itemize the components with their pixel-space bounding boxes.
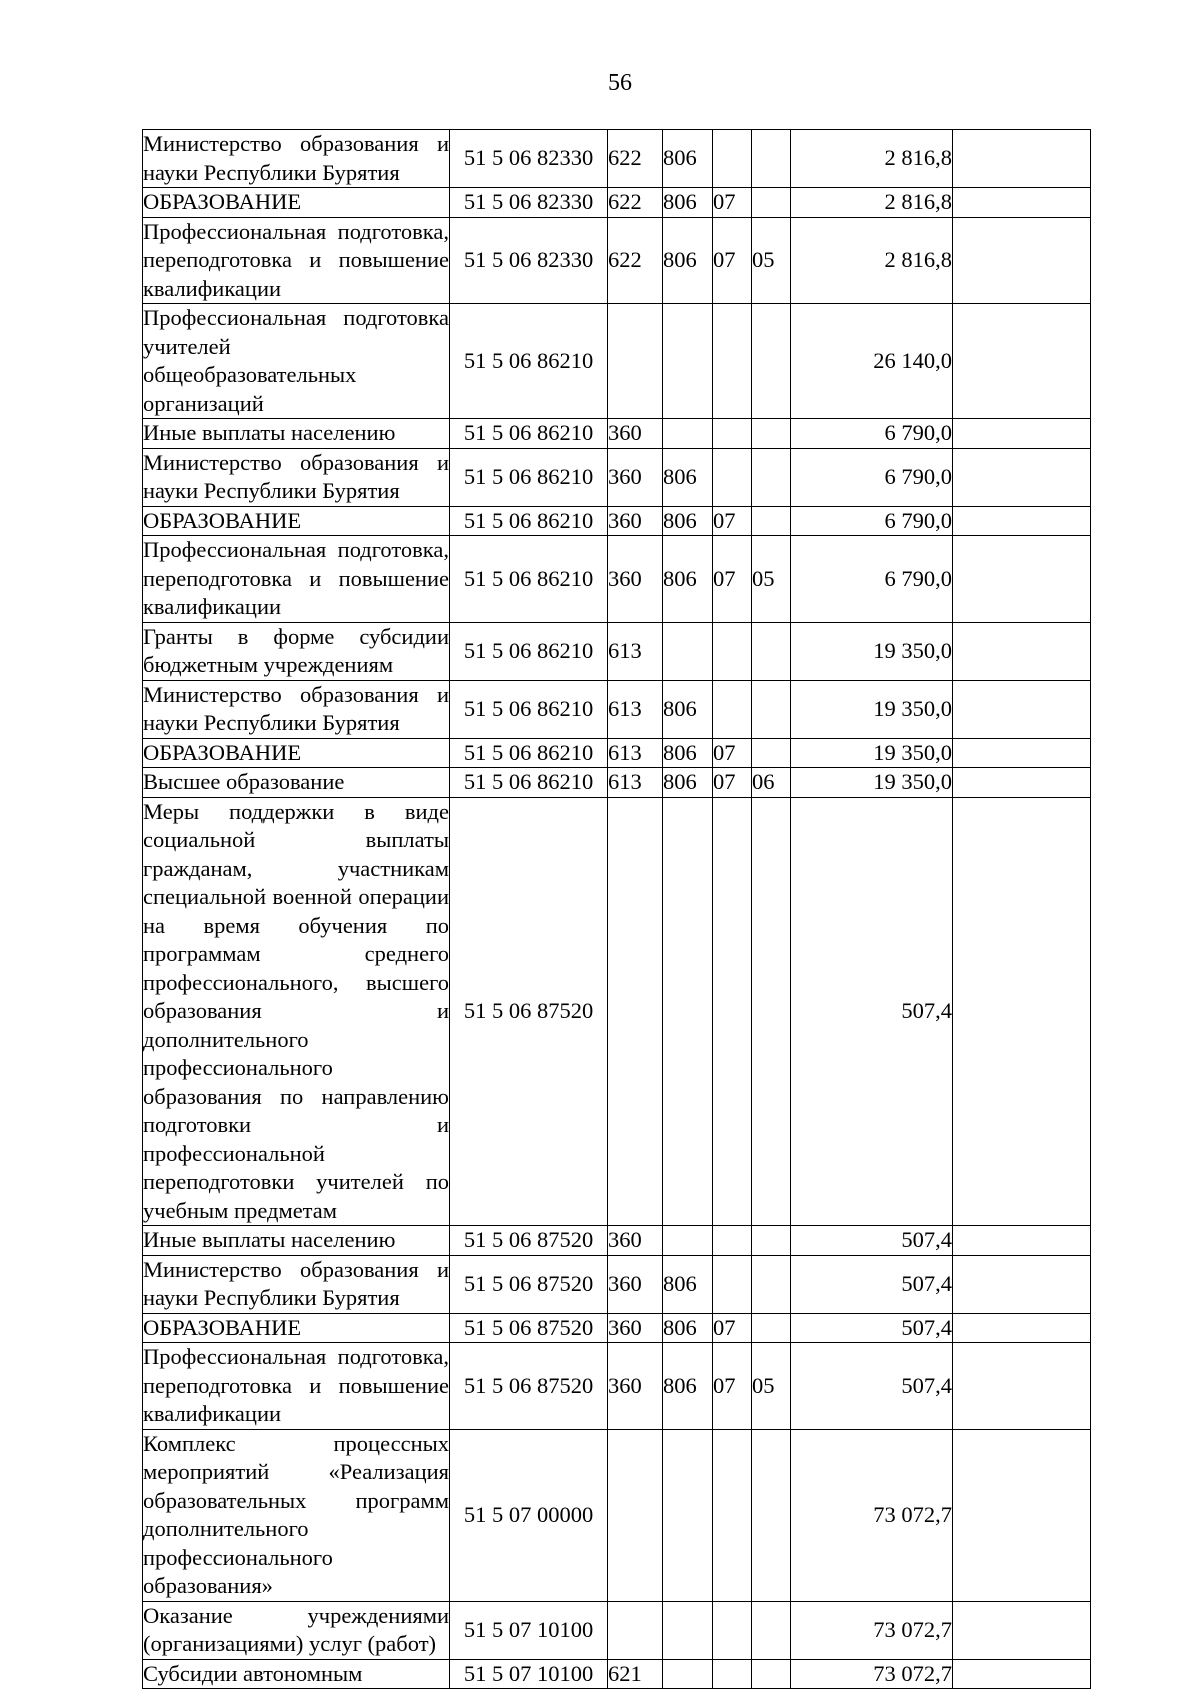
row-rz	[713, 1255, 752, 1313]
row-pr	[752, 1226, 791, 1256]
table-row	[143, 622, 1091, 680]
row-empty-cell	[953, 217, 1091, 304]
table-row	[143, 768, 1091, 798]
row-rz	[713, 680, 752, 738]
row-code: 51 5 06 87520	[450, 1226, 608, 1256]
row-pr	[752, 419, 791, 449]
row-grbs: 806	[663, 536, 713, 623]
row-empty-cell	[953, 536, 1091, 623]
row-sum: 507,4	[791, 1343, 953, 1430]
table-row	[143, 1313, 1091, 1343]
row-code: 51 5 07 10100	[450, 1659, 608, 1689]
row-rz	[713, 622, 752, 680]
row-grbs	[663, 419, 713, 449]
row-grbs	[663, 1226, 713, 1256]
row-pr: 05	[752, 1343, 791, 1430]
row-vr: 613	[608, 768, 663, 798]
row-pr	[752, 1313, 791, 1343]
row-name: Профессиональная подготовка, переподготовка и повышение квалификации	[143, 217, 450, 304]
row-sum: 19 350,0	[791, 738, 953, 768]
table-row	[143, 1429, 1091, 1601]
row-pr	[752, 738, 791, 768]
row-code: 51 5 06 82330	[450, 188, 608, 218]
row-code: 51 5 06 87520	[450, 797, 608, 1226]
row-rz	[713, 448, 752, 506]
row-grbs	[663, 797, 713, 1226]
table-row	[143, 506, 1091, 536]
row-empty-cell	[953, 448, 1091, 506]
row-rz	[713, 1226, 752, 1256]
row-name: Министерство образования и науки Республики Бурятия	[143, 130, 450, 188]
row-name: Министерство образования и науки Республики Бурятия	[143, 448, 450, 506]
row-vr: 360	[608, 506, 663, 536]
row-rz: 07	[713, 188, 752, 218]
row-code: 51 5 06 82330	[450, 217, 608, 304]
row-grbs: 806	[663, 768, 713, 798]
row-rz	[713, 1659, 752, 1689]
row-pr: 06	[752, 768, 791, 798]
row-grbs: 806	[663, 738, 713, 768]
row-pr	[752, 448, 791, 506]
row-vr: 621	[608, 1659, 663, 1689]
row-pr	[752, 1255, 791, 1313]
row-rz: 07	[713, 1343, 752, 1430]
row-empty-cell	[953, 130, 1091, 188]
row-sum: 19 350,0	[791, 680, 953, 738]
row-name: ОБРАЗОВАНИЕ	[143, 738, 450, 768]
row-rz: 07	[713, 536, 752, 623]
row-grbs: 806	[663, 1313, 713, 1343]
row-sum: 19 350,0	[791, 622, 953, 680]
table-row	[143, 188, 1091, 218]
row-code: 51 5 06 87520	[450, 1343, 608, 1430]
row-sum: 507,4	[791, 1313, 953, 1343]
row-empty-cell	[953, 680, 1091, 738]
row-name: Министерство образования и науки Республики Бурятия	[143, 680, 450, 738]
row-name: Министерство образования и науки Республики Бурятия	[143, 1255, 450, 1313]
row-grbs: 806	[663, 448, 713, 506]
row-code: 51 5 06 86210	[450, 738, 608, 768]
row-empty-cell	[953, 622, 1091, 680]
row-grbs: 806	[663, 217, 713, 304]
row-empty-cell	[953, 1226, 1091, 1256]
row-name: Профессиональная подготовка, переподготовка и повышение квалификации	[143, 1343, 450, 1430]
row-vr	[608, 797, 663, 1226]
table-row	[143, 1255, 1091, 1313]
row-code: 51 5 07 10100	[450, 1601, 608, 1659]
row-sum: 73 072,7	[791, 1601, 953, 1659]
row-name: Оказание учреждениями (организациями) услуг (работ)	[143, 1601, 450, 1659]
row-sum: 73 072,7	[791, 1429, 953, 1601]
row-vr: 360	[608, 1255, 663, 1313]
row-pr: 05	[752, 217, 791, 304]
row-grbs	[663, 1601, 713, 1659]
row-rz: 07	[713, 738, 752, 768]
row-rz	[713, 1429, 752, 1601]
row-grbs	[663, 622, 713, 680]
table-row	[143, 797, 1091, 1226]
row-grbs: 806	[663, 506, 713, 536]
table-row	[143, 217, 1091, 304]
row-pr	[752, 1659, 791, 1689]
row-empty-cell	[953, 304, 1091, 419]
row-sum: 73 072,7	[791, 1659, 953, 1689]
row-sum: 507,4	[791, 1226, 953, 1256]
row-empty-cell	[953, 1659, 1091, 1689]
row-vr: 622	[608, 188, 663, 218]
row-code: 51 5 06 86210	[450, 680, 608, 738]
row-sum: 2 816,8	[791, 217, 953, 304]
row-code: 51 5 06 86210	[450, 622, 608, 680]
row-code: 51 5 06 82330	[450, 130, 608, 188]
row-empty-cell	[953, 738, 1091, 768]
row-name: Иные выплаты населению	[143, 1226, 450, 1256]
row-vr: 360	[608, 448, 663, 506]
table-row	[143, 448, 1091, 506]
row-empty-cell	[953, 1601, 1091, 1659]
row-name: ОБРАЗОВАНИЕ	[143, 188, 450, 218]
table-row	[143, 1601, 1091, 1659]
row-grbs: 806	[663, 1255, 713, 1313]
row-sum: 2 816,8	[791, 188, 953, 218]
row-vr: 360	[608, 536, 663, 623]
row-name: Комплекс процессных мероприятий «Реализация образовательных программ дополнительного профессионального образования»	[143, 1429, 450, 1601]
row-pr	[752, 797, 791, 1226]
row-name: Профессиональная подготовка, переподготовка и повышение квалификации	[143, 536, 450, 623]
row-sum: 2 816,8	[791, 130, 953, 188]
row-code: 51 5 06 87520	[450, 1255, 608, 1313]
row-pr	[752, 1601, 791, 1659]
row-pr	[752, 506, 791, 536]
row-pr: 05	[752, 536, 791, 623]
row-vr: 360	[608, 1343, 663, 1430]
row-rz: 07	[713, 506, 752, 536]
table-row	[143, 304, 1091, 419]
row-name: Профессиональная подготовка учителей общеобразовательных организаций	[143, 304, 450, 419]
row-sum: 6 790,0	[791, 536, 953, 623]
table-row	[143, 419, 1091, 449]
row-empty-cell	[953, 1255, 1091, 1313]
row-vr	[608, 1429, 663, 1601]
row-rz	[713, 797, 752, 1226]
row-pr	[752, 130, 791, 188]
row-empty-cell	[953, 1429, 1091, 1601]
row-empty-cell	[953, 419, 1091, 449]
row-empty-cell	[953, 1343, 1091, 1430]
table-row	[143, 738, 1091, 768]
row-name: ОБРАЗОВАНИЕ	[143, 506, 450, 536]
row-grbs: 806	[663, 1343, 713, 1430]
row-code: 51 5 06 86210	[450, 506, 608, 536]
row-sum: 19 350,0	[791, 768, 953, 798]
table-row	[143, 1226, 1091, 1256]
row-rz: 07	[713, 768, 752, 798]
row-vr: 622	[608, 217, 663, 304]
row-vr: 360	[608, 419, 663, 449]
row-empty-cell	[953, 797, 1091, 1226]
row-code: 51 5 06 86210	[450, 448, 608, 506]
row-grbs	[663, 304, 713, 419]
row-name: ОБРАЗОВАНИЕ	[143, 1313, 450, 1343]
table-row	[143, 536, 1091, 623]
row-vr: 613	[608, 680, 663, 738]
row-rz	[713, 1601, 752, 1659]
row-code: 51 5 07 00000	[450, 1429, 608, 1601]
row-sum: 6 790,0	[791, 506, 953, 536]
table-row	[143, 130, 1091, 188]
row-pr	[752, 304, 791, 419]
row-vr	[608, 304, 663, 419]
row-name: Гранты в форме субсидии бюджетным учреждениям	[143, 622, 450, 680]
row-empty-cell	[953, 1313, 1091, 1343]
row-rz: 07	[713, 1313, 752, 1343]
row-code: 51 5 06 86210	[450, 304, 608, 419]
row-sum: 507,4	[791, 1255, 953, 1313]
row-sum: 26 140,0	[791, 304, 953, 419]
row-pr	[752, 188, 791, 218]
row-sum: 6 790,0	[791, 419, 953, 449]
row-grbs: 806	[663, 130, 713, 188]
row-pr	[752, 680, 791, 738]
row-code: 51 5 06 86210	[450, 536, 608, 623]
row-rz	[713, 130, 752, 188]
row-code: 51 5 06 87520	[450, 1313, 608, 1343]
row-code: 51 5 06 86210	[450, 419, 608, 449]
row-vr: 360	[608, 1313, 663, 1343]
row-empty-cell	[953, 506, 1091, 536]
budget-table-body	[143, 130, 1091, 1689]
row-code: 51 5 06 86210	[450, 768, 608, 798]
row-vr: 613	[608, 738, 663, 768]
row-empty-cell	[953, 768, 1091, 798]
row-sum: 507,4	[791, 797, 953, 1226]
row-name: Высшее образование	[143, 768, 450, 798]
table-row	[143, 1659, 1091, 1689]
row-grbs: 806	[663, 680, 713, 738]
table-row	[143, 1343, 1091, 1430]
row-rz: 07	[713, 217, 752, 304]
row-vr: 622	[608, 130, 663, 188]
row-vr	[608, 1601, 663, 1659]
table-row	[143, 680, 1091, 738]
row-pr	[752, 1429, 791, 1601]
budget-table	[142, 129, 1091, 1689]
row-vr: 613	[608, 622, 663, 680]
row-rz	[713, 304, 752, 419]
row-grbs	[663, 1429, 713, 1601]
row-name: Субсидии автономным	[143, 1659, 450, 1689]
row-name: Меры поддержки в виде социальной выплаты гражданам, участникам специальной военной операции на время обучения по программам среднего профессионального, высшего образования и дополнительного профессионального образования по направлению подготовки и профессиональной переподготовки учителей по учебным предметам	[143, 797, 450, 1226]
row-empty-cell	[953, 188, 1091, 218]
row-grbs	[663, 1659, 713, 1689]
row-sum: 6 790,0	[791, 448, 953, 506]
row-name: Иные выплаты населению	[143, 419, 450, 449]
row-vr: 360	[608, 1226, 663, 1256]
row-pr	[752, 622, 791, 680]
row-rz	[713, 419, 752, 449]
page-number: 56	[608, 70, 632, 96]
row-grbs: 806	[663, 188, 713, 218]
